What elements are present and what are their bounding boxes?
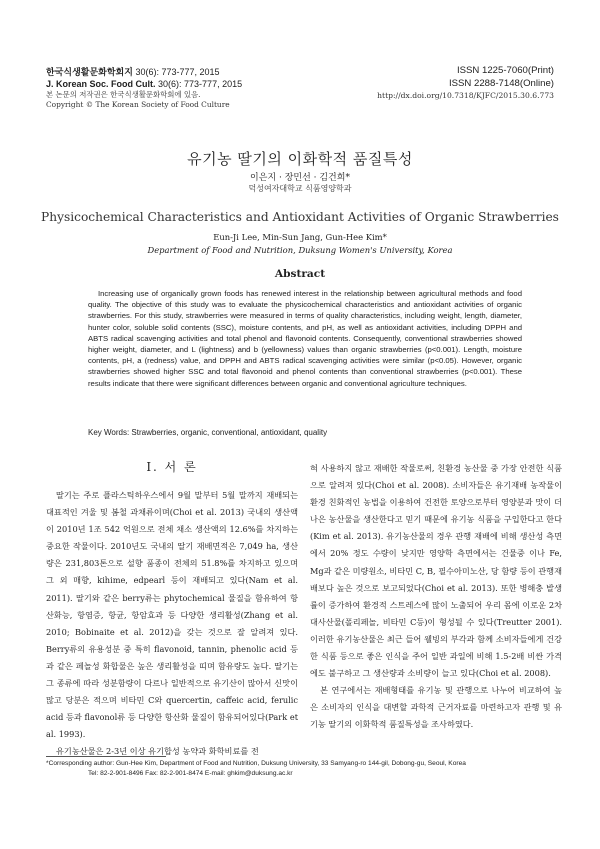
journal-volume-ko: 30(6): 773-777, 2015: [135, 67, 220, 77]
abstract-body: Increasing use of organically grown foods has renewed interest in the relationship between agricultural methods and food quality. The objective of this study was to evaluate the physicochemical characteristics and antioxidant activities of organic strawberries. For this study, strawberries were measured in terms of quality characteristics, including weight, length, diameter, hunter color, soluble solid contents (SSC), moisture contents, and pH, as well as antioxidant activities, including DPPH and ABTS radical scavenging activities and total phenol and flavonoid contents. Consequently, conventional strawberries showed higher weight, diameter, and L (lightness) and b (yellowness) values than organic strawberries (p<0.001). Length, moisture contents, pH, a (redness) value, and DPPH and ABTS radical scavenging activities were similar (p<0.05). However, organic strawberries showed higher SSC and total flavonoid and phenol contents than conventional strawberries (p<0.001). These results indicate that there were significant differences between organic and conventional agriculture techniques.: [88, 289, 522, 388]
keywords: Key Words: Strawberries, organic, conventional, antioxidant, quality: [88, 428, 328, 437]
corresponding-author-footnote: [46, 759, 566, 779]
authors-english: Eun-Ji Lee, Min-Sun Jang, Gun-Hee Kim*: [213, 232, 387, 242]
paragraph: 혀 사용하지 않고 재배한 작물로써, 친환경 농산물 중 가장 안전한 식품으로 알려져 있다(Choi et al. 2008). 소비자들은 유기재배 농작물이 환경 친화적인 농법을 이용하여 건전한 토양으로부터 영양분과 맛이 더 나은 농산물을 생산한다고 믿기 때문에 유기농 식품을 구입한다고 한다(Kim et al. 2013). 유기농산물의 경우 관행 재배에 비해 생산성 측면에서 20% 정도 수량이 낮지만 영양학 측면에서는 건물중 이나 Fe, Mg과 같은 미량원소, 비타민 C, B, 필수아미노산, 당 함량 등이 관행재배보다 높은 것으로 보고되었다(Choi et al. 2013). 또한 병해충 발생률이 증가하여 환경적 스트레스에 많이 노출되어 우리 몸에 이로운 2차 대사산물(폴리페놀, 비타민 C등)이 형성될 수 있다(Treutter 2001). 이러한 유기농산물은 최근 들어 웰빙의 부각과 함께 소비자들에게 건강한 식품 등으로 좋은 인식을 주어 일반 과일에 비해 1.5-2배 비싼 가격에도 불구하고 그 생산량과 소비량이 늘고 있다(Choi et al. 2008).: [310, 463, 562, 679]
footnote-author: *Corresponding author: Gun-Hee Kim, Department of Food and Nutrition, Duksung University, 33 Samyang-ro 144-gil, Dobong-gu, Seoul, Korea: [46, 760, 466, 767]
copyright-line: Copyright © The Korean Society of Food Culture: [46, 100, 230, 109]
title-english: Physicochemical Characteristics and Antioxidant Activities of Organic Strawberries: [41, 210, 559, 224]
paragraph: 딸기는 주로 플라스틱하우스에서 9월 말부터 5월 말까지 재배되는 대표적인 겨울 및 봄철 과채류이며(Choi et al. 2013) 국내의 생산액이 2010년 1조 542 억원으로 전체 채소 생산액의 12.6%를 차지하는 중요한 작물이다. 2010년도 국내의 딸기 재배면적은 7,049 ha, 생산량은 231,803톤으로 설향 품종이 전체의 51.8%를 차지하고 있으며 그 외 매향, kihime, edpearl 등이 재배되고 있다(Nam et al. 2011). 딸기와 같은 berry류는 phytochemical 물질을 함유하여 항산화능, 항염증, 항균, 항암효과 등 다양한 생리활성(Zhang et al. 2010; Bobinaite et al. 2012)을 갖는 것으로 잘 알려져 있다. Berry류의 유용성분 중 특히 flavonoid, tannin, phenolic acid 등과 같은 페놀성 화합물은 높은 생리활성을 띠며 함유량도 높다. 딸기는 그 종류에 따라 성분함량이 다르나 일반적으로 유기산이 많아서 신맛이 많고 당분은 적으며 비타민 C와 quercertin, caffeic acid, ferulic acid 등과 flavonol류 등 다양한 항산화 물질이 함유되어있다(Park et al. 1993).: [46, 490, 298, 740]
abstract-heading: Abstract: [274, 268, 326, 280]
footnote-contact: Tel: 82-2-901-8496 Fax: 82-2-901-8474 E-mail: ghkim@duksung.ac.kr: [88, 770, 293, 777]
journal-name-ko: 한국식생활문화학회지: [46, 67, 133, 77]
issn-block: [377, 64, 554, 102]
journal-name-en: J. Korean Soc. Food Cult.: [46, 79, 156, 89]
issn-online: ISSN 2288-7148(Online): [448, 78, 554, 89]
copyright-note: 본 논문의 저작권은 한국식생활문화학회에 있음.: [46, 90, 201, 99]
authors-korean: 이은지 · 장민선 · 김건희*: [250, 173, 350, 183]
affiliation-english: Department of Food and Nutrition, Duksung Women's University, Korea: [147, 245, 453, 255]
journal-volume-en: 30(6): 773-777, 2015: [158, 79, 243, 89]
title-korean: 유기농 딸기의 이화학적 품질특성: [187, 150, 413, 168]
section-title-introduction: I. 서 론: [146, 460, 198, 474]
affiliation-korean: 덕성여자대학교 식품영양학과: [248, 184, 352, 193]
body-column-right: [310, 460, 562, 734]
paragraph: 유기농산물은 2-3년 이상 유기합성 농약과 화학비료를 전: [56, 746, 259, 757]
body-column-left: [46, 487, 298, 761]
journal-header: [46, 66, 346, 110]
doi-link[interactable]: http://dx.doi.org/10.7318/KJFC/2015.30.6.773: [377, 91, 554, 100]
footnote-divider: [46, 756, 166, 757]
issn-print: ISSN 1225-7060(Print): [456, 65, 554, 76]
paragraph: 본 연구에서는 재배형태를 유기농 및 관행으로 나누어 비교하여 높은 소비자의 인식을 대변할 과학적 근거자료를 마련하고자 관행 및 유기농 딸기의 이화학적 품질특성을 조사하였다.: [310, 685, 562, 730]
